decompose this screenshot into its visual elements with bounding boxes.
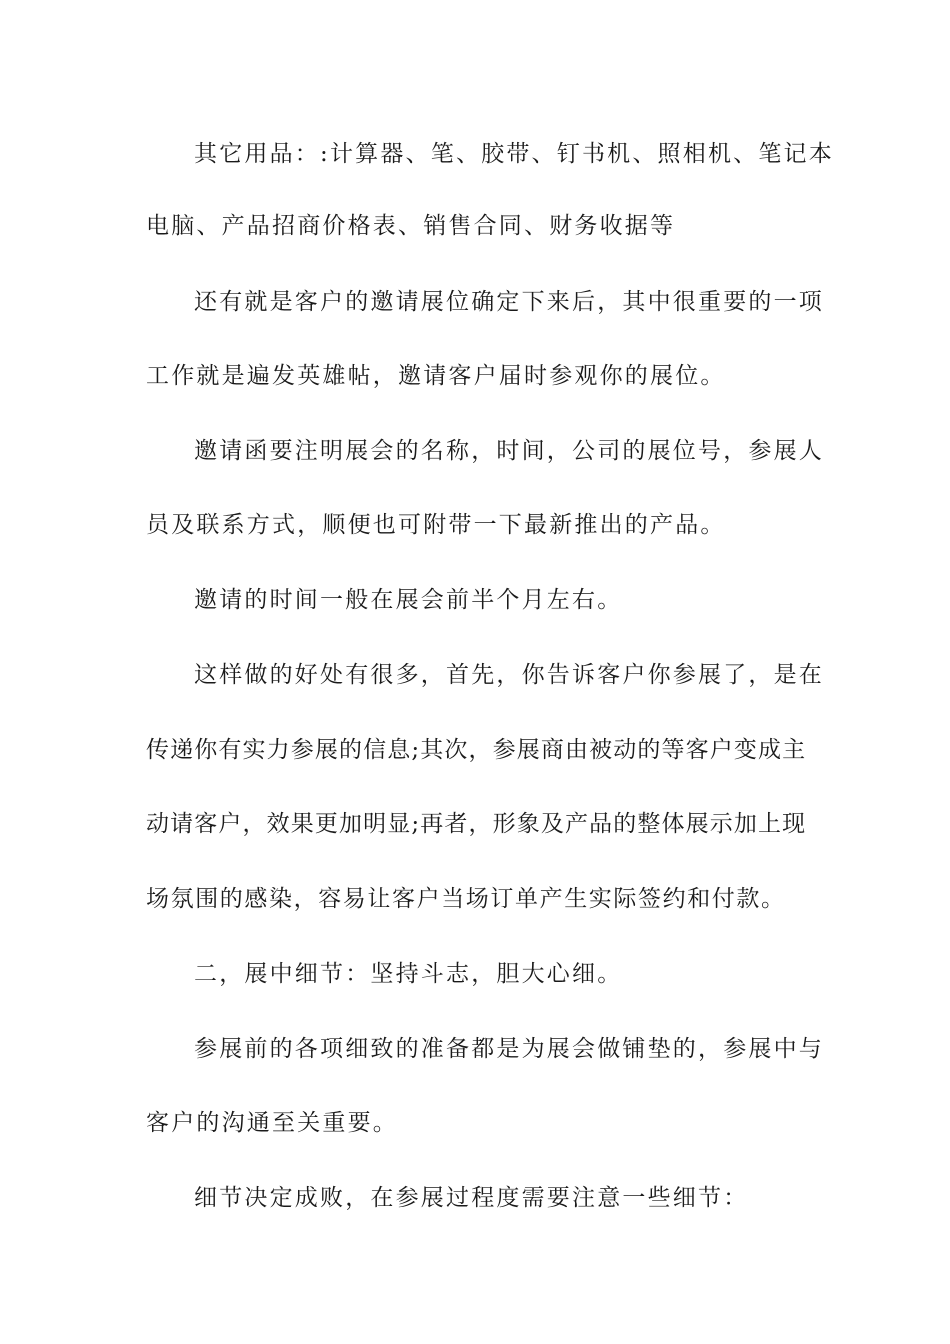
- text-line: 参展前的各项细致的准备都是为展会做铺垫的，参展中与: [194, 1036, 824, 1062]
- text-line: 场氛围的感染，容易让客户当场订单产生实际签约和付款。: [146, 886, 786, 912]
- text-line: 电脑、产品招商价格表、销售合同、财务收据等: [146, 213, 676, 239]
- text-line: 还有就是客户的邀请展位确定下来后，其中很重要的一项: [194, 289, 824, 315]
- text-line: 工作就是遍发英雄帖，邀请客户届时参观你的展位。: [146, 363, 726, 389]
- text-line: 客户的沟通至关重要。: [146, 1110, 398, 1136]
- text-line: 邀请的时间一般在展会前半个月左右。: [194, 587, 623, 613]
- text-line: 其它用品：:计算器、笔、胶带、钉书机、照相机、笔记本: [194, 141, 834, 167]
- text-line: 细节决定成败，在参展过程度需要注意一些细节：: [194, 1185, 749, 1211]
- text-line: 动请客户，效果更加明显;再者，形象及产品的整体展示加上现: [146, 811, 806, 837]
- text-line: 员及联系方式，顺便也可附带一下最新推出的产品。: [146, 512, 726, 538]
- text-line: 这样做的好处有很多，首先，你告诉客户你参展了，是在: [194, 662, 824, 688]
- text-line: 邀请函要注明展会的名称，时间，公司的展位号，参展人: [194, 438, 824, 464]
- text-line: 传递你有实力参展的信息;其次，参展商由被动的等客户变成主: [146, 737, 806, 763]
- section-heading: 二，展中细节：坚持斗志，胆大心细。: [194, 961, 623, 987]
